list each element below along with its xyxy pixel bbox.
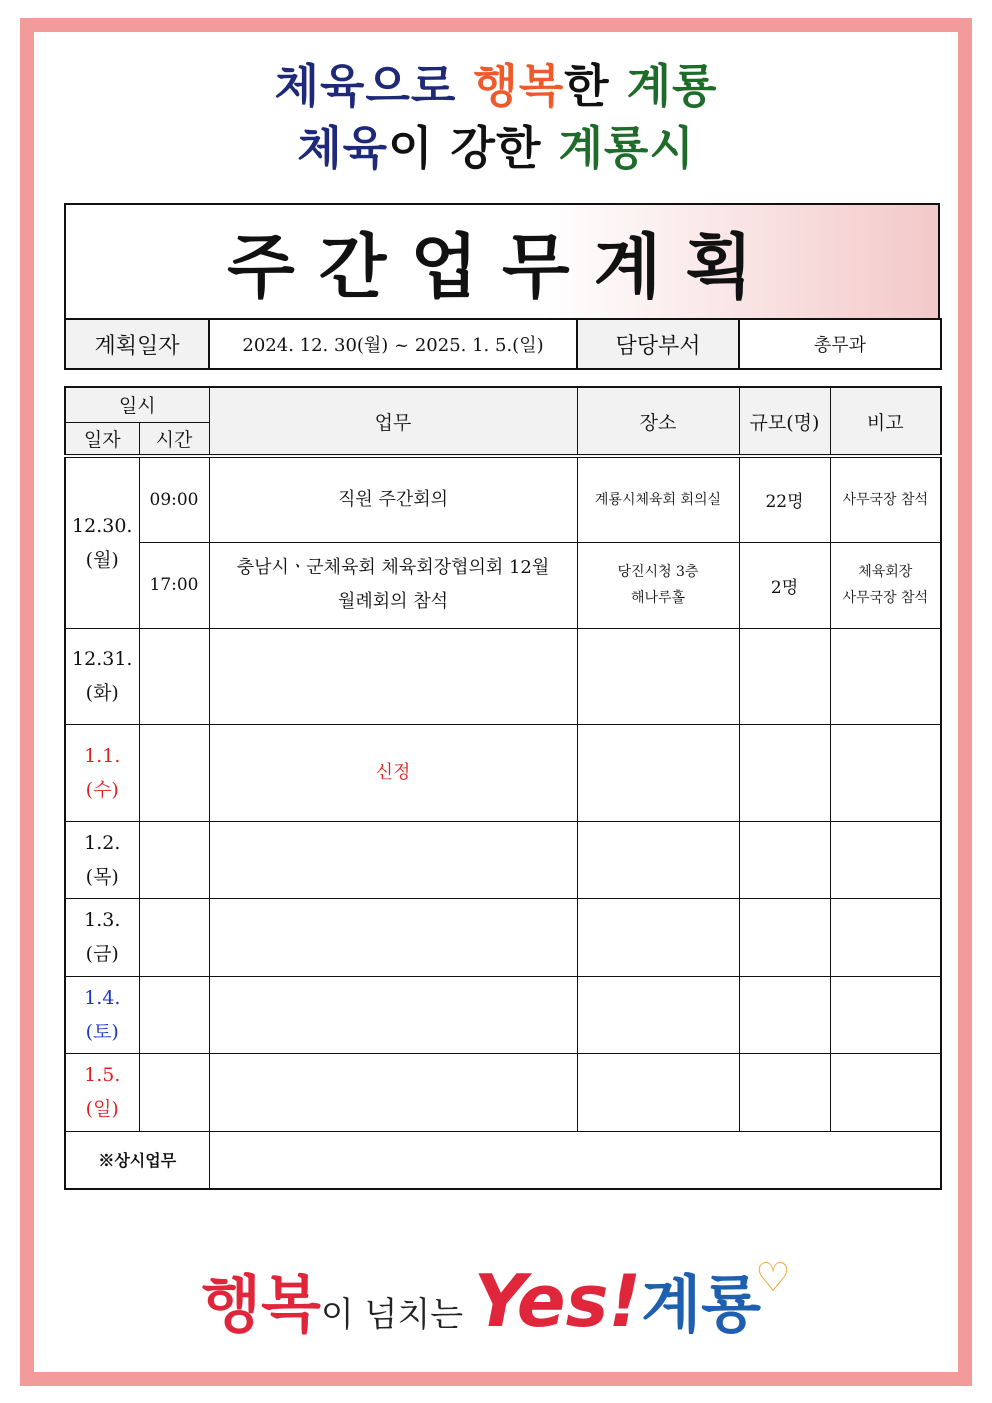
header-work: 업무	[209, 387, 577, 456]
scale-cell	[739, 976, 830, 1053]
table-row	[65, 1053, 941, 1131]
header-note: 비고	[830, 387, 941, 456]
work-cell	[209, 1053, 577, 1131]
place-cell	[577, 628, 739, 724]
date-cell	[65, 1053, 139, 1131]
footer-slogan	[0, 1255, 992, 1344]
place-cell	[577, 976, 739, 1053]
note-cell	[830, 456, 941, 542]
work-cell-line: 충남시ㆍ군체육회 체육회장협의회 12월	[236, 557, 550, 578]
date-text: 12.30.	[72, 514, 133, 537]
scale-cell: 22명	[739, 456, 830, 542]
note-cell	[830, 976, 941, 1053]
time-cell	[139, 821, 209, 898]
table-row	[65, 628, 941, 724]
date-cell	[65, 898, 139, 976]
scale-cell	[739, 821, 830, 898]
work-cell	[209, 724, 577, 821]
time-cell	[139, 1053, 209, 1131]
table-row	[65, 821, 941, 898]
place-cell-line: 해나루홀	[630, 590, 686, 606]
note-cell-line: 사무국장 참석	[842, 491, 929, 508]
time-cell: 17:00	[139, 542, 209, 628]
plan-date-value: 2024. 12. 30(월) ~ 2025. 1. 5.(일)	[209, 319, 577, 369]
department-label: 담당부서	[577, 319, 739, 369]
table-row	[65, 898, 941, 976]
date-text: 12.31.	[72, 648, 133, 670]
weekday-text: (수)	[85, 778, 119, 801]
place-cell	[577, 456, 739, 542]
header-date: 일자	[65, 422, 139, 456]
place-cell	[577, 898, 739, 976]
note-cell	[830, 628, 941, 724]
schedule-table	[64, 386, 942, 1190]
work-cell	[209, 628, 577, 724]
note-cell	[830, 821, 941, 898]
note-cell	[830, 1053, 941, 1131]
work-cell	[209, 821, 577, 898]
page-title: 주간업무계획	[227, 226, 777, 308]
note-cell-line: 사무국장 참석	[842, 590, 929, 606]
place-cell	[577, 1053, 739, 1131]
scale-cell: 2명	[739, 542, 830, 628]
work-cell	[209, 976, 577, 1053]
slogan-segment: 한	[564, 59, 627, 113]
date-cell	[65, 976, 139, 1053]
slogan-segment: 이 강한	[388, 121, 559, 175]
scale-cell	[739, 1053, 830, 1131]
footer-happiness: 행복	[201, 1268, 321, 1341]
header-time: 시간	[139, 422, 209, 456]
note-cell-line: 체육회장	[858, 564, 913, 580]
work-cell	[209, 542, 577, 628]
regular-work-label: ※상시업무	[65, 1131, 209, 1189]
slogan-segment: 계룡시	[558, 121, 695, 175]
header-scale: 규모(명)	[739, 387, 830, 456]
note-cell	[830, 898, 941, 976]
slogan-segment: 계룡	[626, 59, 718, 113]
place-cell-line: 당진시청 3층	[617, 564, 699, 580]
title-box	[64, 203, 940, 318]
time-cell	[139, 898, 209, 976]
weekday-text: (화)	[85, 682, 119, 704]
place-cell	[577, 542, 739, 628]
note-cell	[830, 724, 941, 821]
table-row	[65, 724, 941, 821]
schedule-body	[65, 456, 941, 1131]
time-cell	[139, 628, 209, 724]
note-cell	[830, 542, 941, 628]
time-cell	[139, 724, 209, 821]
info-table	[64, 318, 942, 370]
header-place: 장소	[577, 387, 739, 456]
work-cell-line: 월례회의 참석	[337, 591, 449, 612]
plan-date-label: 계획일자	[65, 319, 209, 369]
table-row	[65, 456, 941, 542]
footer-gyeryong: 계룡	[641, 1268, 762, 1341]
scale-cell	[739, 628, 830, 724]
date-cell	[65, 456, 139, 628]
date-text: 1.5.	[84, 1064, 121, 1086]
date-text: 1.2.	[84, 831, 121, 854]
weekday-text: (일)	[85, 1098, 119, 1120]
date-cell	[65, 628, 139, 724]
place-cell	[577, 821, 739, 898]
scale-cell	[739, 724, 830, 821]
department-value: 총무과	[739, 319, 941, 369]
weekday-text: (월)	[85, 548, 119, 571]
place-cell-line: 계룡시체육회 회의실	[594, 491, 722, 508]
table-row	[65, 542, 941, 628]
weekday-text: (금)	[85, 943, 119, 965]
footer-overflowing: 이 넘치는	[320, 1295, 474, 1335]
header-datetime: 일시	[65, 387, 209, 422]
date-text: 1.1.	[84, 744, 121, 767]
place-cell	[577, 724, 739, 821]
footer-yes: Yes!	[473, 1259, 642, 1343]
regular-work-value	[209, 1131, 941, 1189]
date-cell	[65, 724, 139, 821]
weekday-text: (토)	[85, 1020, 119, 1043]
work-cell	[209, 456, 577, 542]
heart-icon: ♡	[755, 1255, 791, 1301]
work-cell-line: 직원 주간회의	[337, 488, 449, 510]
table-row	[65, 976, 941, 1053]
slogan-line-2	[0, 112, 992, 178]
work-cell-line: 신정	[375, 761, 411, 783]
slogan-segment: 행복	[473, 59, 565, 113]
slogan-line-1	[0, 50, 992, 116]
slogan-segment: 체육으로	[274, 59, 474, 113]
slogan-segment: 체육	[297, 121, 389, 175]
time-cell: 09:00	[139, 456, 209, 542]
weekday-text: (목)	[85, 865, 119, 888]
time-cell	[139, 976, 209, 1053]
work-cell	[209, 898, 577, 976]
date-text: 1.4.	[84, 986, 121, 1009]
date-text: 1.3.	[84, 909, 121, 931]
scale-cell	[739, 898, 830, 976]
date-cell	[65, 821, 139, 898]
